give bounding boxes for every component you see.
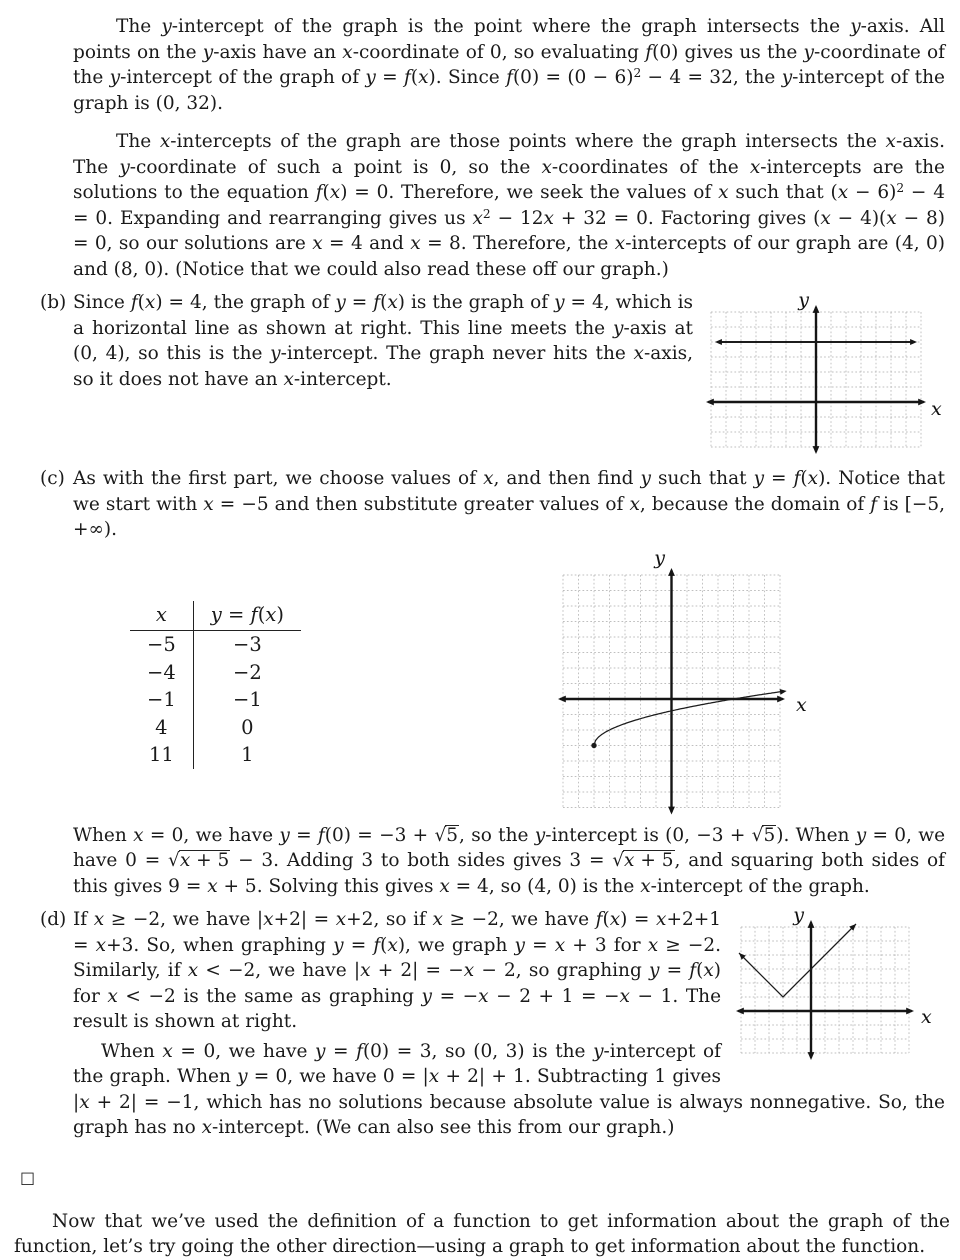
part-d-figure xyxy=(733,904,945,1061)
paragraph-x-intercepts: The x-intercepts of the graph are those points where the graph intersects the x-axis. The y-coordinate of such a point is 0, so the x-coordinates of the x-intercepts are the solutions to the equation f(x) = 0. Therefore, we seek the values of x such that $(x - 6)^2 - 4 = 0$. Expanding and rearranging gives us $x^2 - 12x + 32 = 0$. Factoring gives (x − 4)(x − 8) = 0, so our solutions are x = 4 and x = 8. Therefore, the x-intercepts of our graph are (4, 0) and (8, 0). (Notice that we could also read these off our graph.) xyxy=(73,131,946,280)
x-column-header: x xyxy=(130,601,193,631)
part-d-label: (d) xyxy=(40,909,67,930)
part-c-figure-row xyxy=(73,546,945,819)
part-d-body xyxy=(73,904,945,1141)
part-d-text-2: When x = 0, we have y = f(0) = 3, so (0, 3) is the y-intercept of the graph. When y = 0, we have 0 = |x + 2| + 1. Subtracting 1 gives |x + 2| = −1, which has no solutions because absolute value is always nonnegative. So, the graph has no x-intercept. (We can also see this from our graph.) xyxy=(73,1040,945,1138)
y-axis-label: y xyxy=(793,904,804,926)
sqrt-curve-graph xyxy=(549,546,817,819)
part-d xyxy=(40,904,945,1141)
part-c-body xyxy=(73,466,945,899)
part-d-text-1: If x ≥ −2, we have |x+2| = x+2, so if x ≥ −2, we have f(x) = x+2+1 = x+3. So, when graphing y = f(x), we graph y = x + 3 for x ≥ −2. Similarly, if x < −2, we have |x + 2| = −x − 2, so graphing y = f(x) for x < −2 is the same as graphing y = −x − 2 + 1 = −x − 1. The result is shown at right. xyxy=(73,909,722,1032)
part-c-conclusion: When x = 0, we have y = f(0) = −3 + √5, so the y-intercept is (0, −3 + √5). When y = 0, we have 0 = √x + 5 − 3. Adding 3 to both sides gives 3 = √x + 5, and squaring both sides of this gives 9 = x + 5. Solving this gives x = 4, so (4, 0) is the x-intercept of the graph. xyxy=(73,824,946,897)
part-c-intro: As with the first part, we choose values of x, and then find y such that y = f(x). Notice that we start with x = −5 and then substitute greater values of x, because the domain of f is [−5, +∞). xyxy=(73,468,946,540)
part-b-text: Since f(x) = 4, the graph of y = f(x) is the graph of y = 4, which is a horizontal line as shown at right. This line meets the y-axis at (0, 4), so this is the y-intercept. The graph never hits the x-axis, so it does not have an x-intercept. xyxy=(73,292,693,390)
part-b-figure xyxy=(705,289,945,458)
y-column-header: y = f(x) xyxy=(193,601,301,631)
absolute-value-graph xyxy=(733,904,945,1061)
part-b xyxy=(40,290,945,462)
end-of-solution-box: □ xyxy=(20,1167,36,1187)
x-axis-label: x xyxy=(795,693,807,716)
values-table xyxy=(130,601,301,769)
y-axis-label: y xyxy=(654,546,665,569)
part-b-label: (b) xyxy=(40,292,67,313)
part-c-label: (c) xyxy=(40,468,65,489)
table-row: −1 −1 xyxy=(130,686,301,714)
table-row: 4 0 xyxy=(130,714,301,742)
part-c xyxy=(40,466,945,899)
closing-paragraph: Now that we’ve used the definition of a function to get information about the graph of the function, let’s try going the other direction—using a graph to get information about the function. xyxy=(14,1210,950,1257)
table-row: 11 1 xyxy=(130,741,301,769)
table-row: −4 −2 xyxy=(130,659,301,687)
x-axis-label: x xyxy=(931,398,942,420)
part-b-body xyxy=(73,290,945,462)
horizontal-line-graph xyxy=(705,289,945,458)
y-axis-label: y xyxy=(798,289,809,311)
table-row: −5 −3 xyxy=(130,631,301,659)
table-header-row xyxy=(130,601,301,631)
paragraph-y-intercept: The y-intercept of the graph is the point where the graph intersects the y-axis. All points on the y-axis have an x-coordinate of 0, so evaluating f(0) gives us the y-coordinate of the y-intercept of the graph of y = f(x). Since $f(0) = (0 - 6)^2 - 4 = 32$, the y-intercept of the graph is (0, 32). xyxy=(73,16,946,114)
x-axis-label: x xyxy=(921,1006,932,1028)
